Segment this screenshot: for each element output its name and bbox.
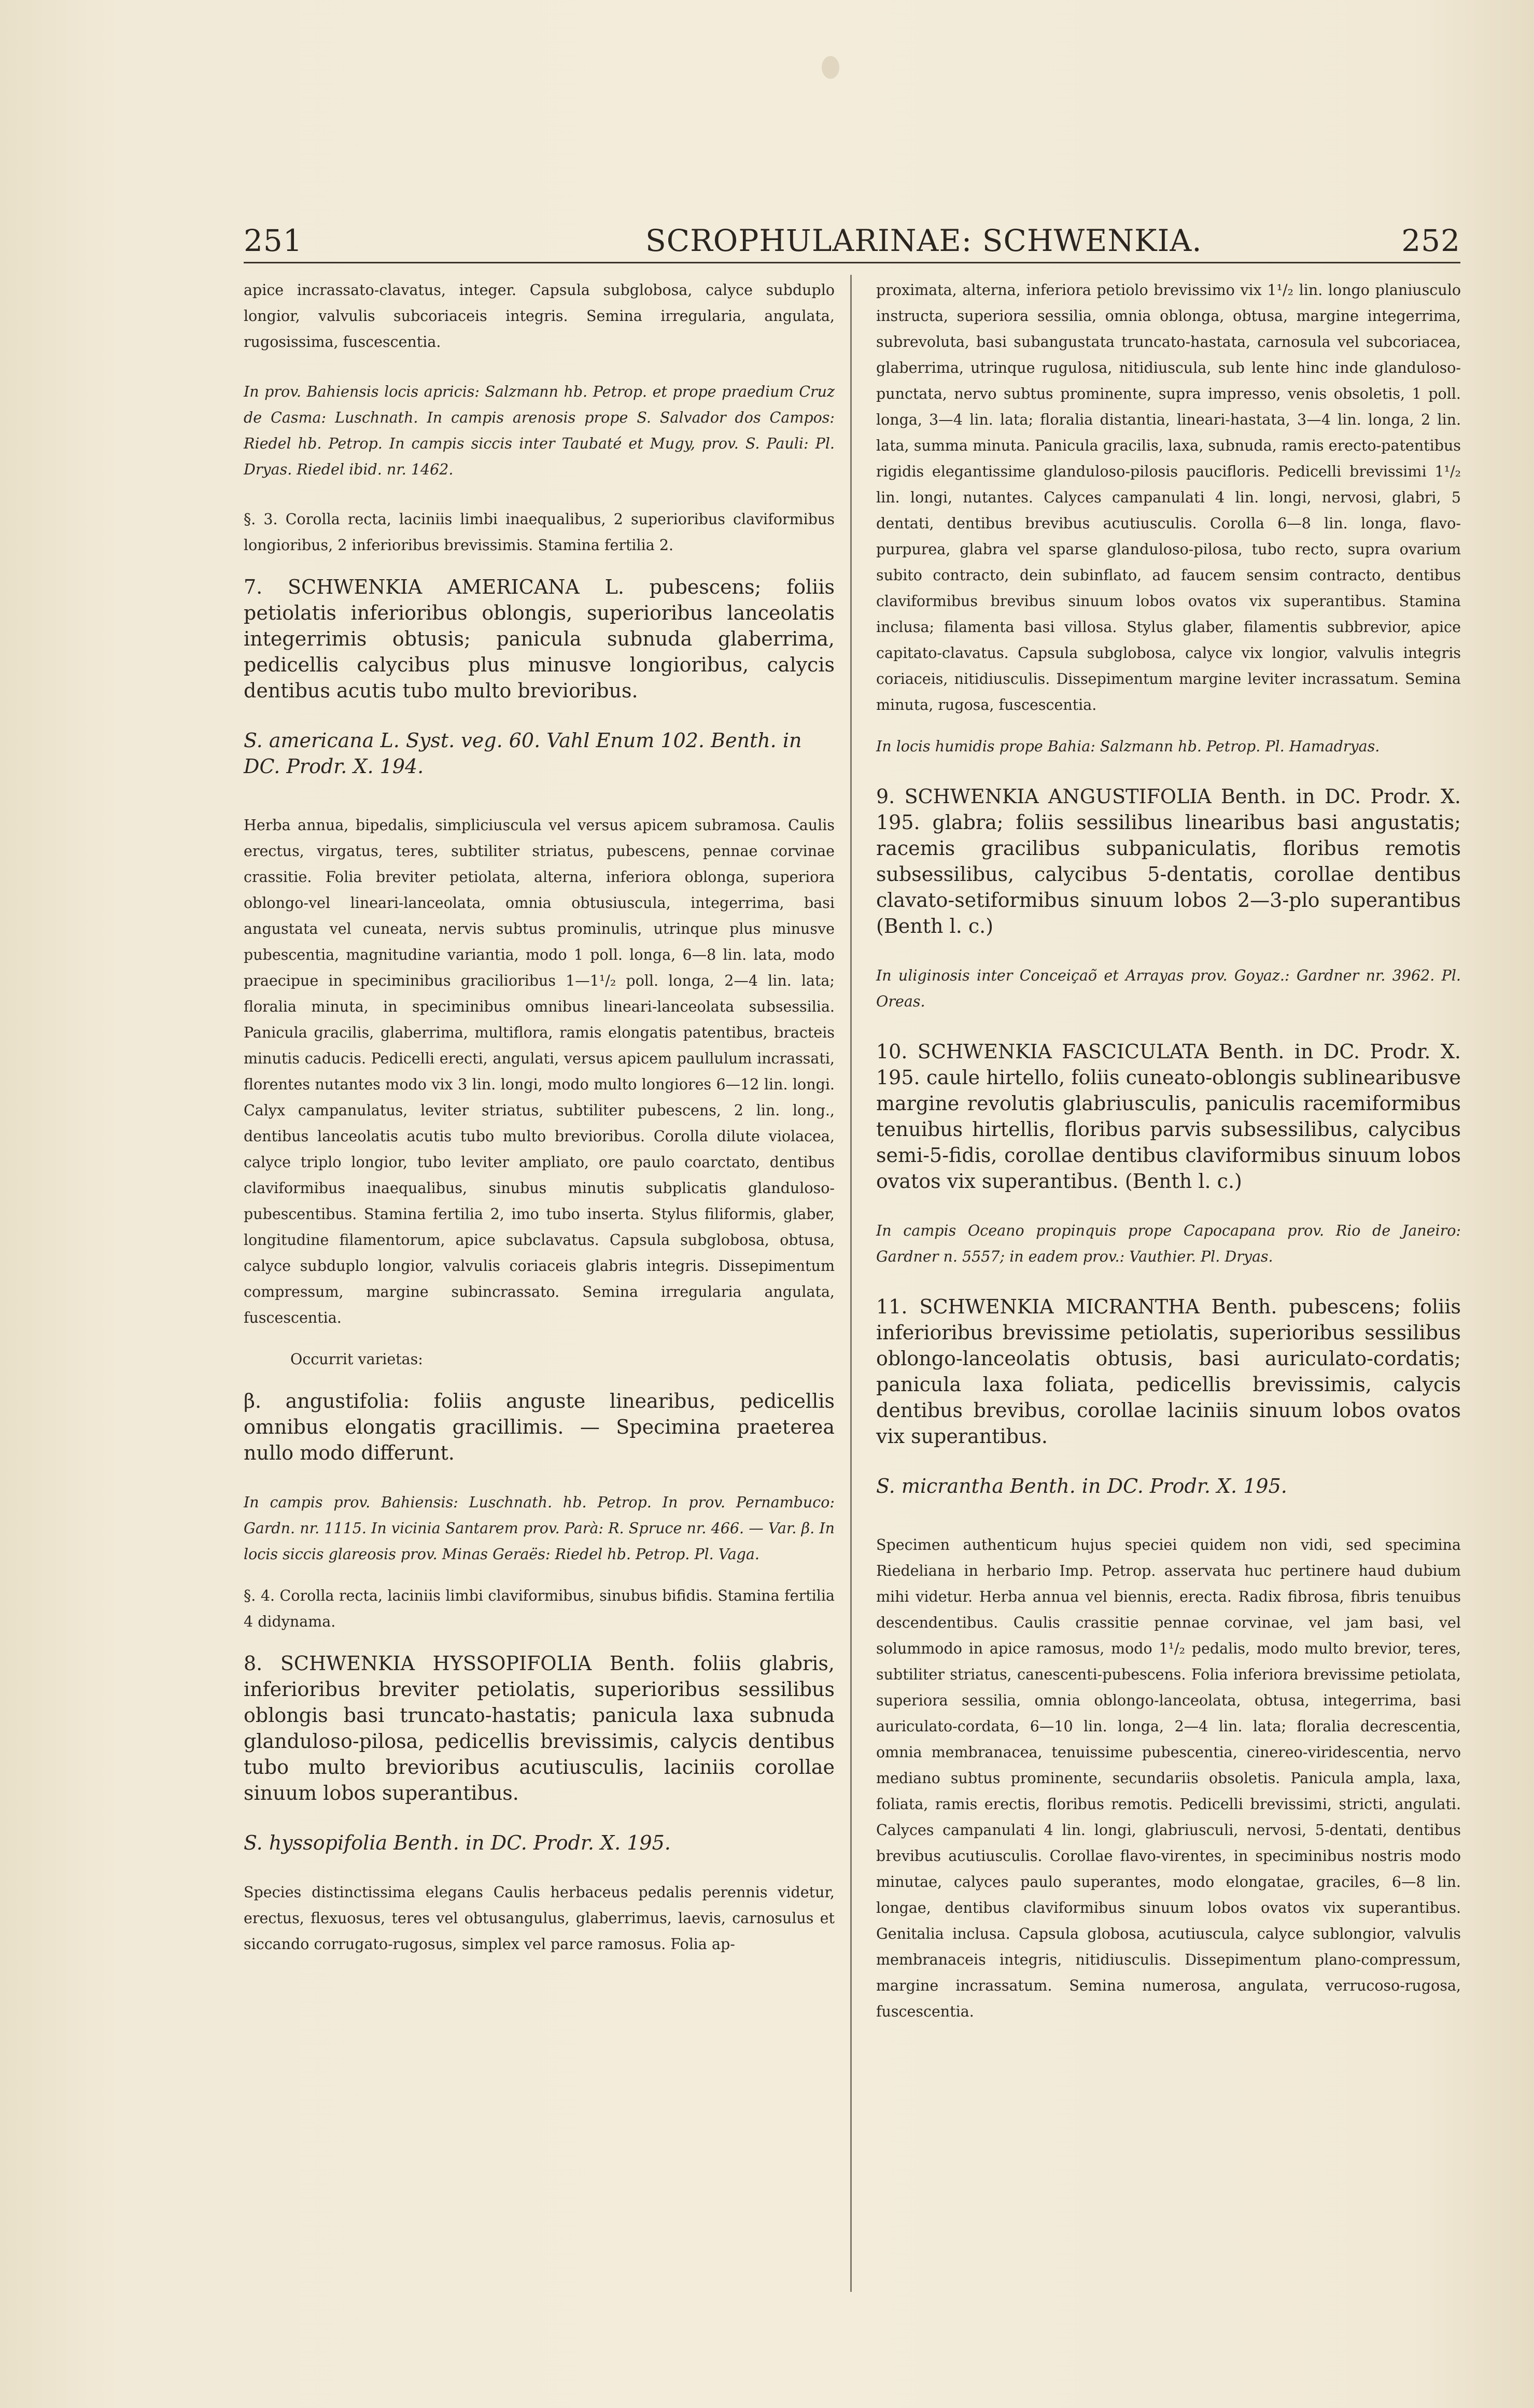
- species-11-synonymy: S. micrantha Benth. in DC. Prodr. X. 195.: [876, 1475, 1287, 1497]
- species-8-description-continued: proximata, alterna, inferiora petiolo brevissimo vix 1¹/₂ lin. longo planiusculo instructa, superiora sessilia, omnia oblonga, obtusa, margine integerrima, subrevoluta, basi subangustata truncato-hastata, carnosula vel subcoriacea, glaberrima, utrinque rugulosa, nitidiuscula, sub lente hinc inde glanduloso-punctata, nervo subtus prominente, supra impresso, venis obsoletis, 1 poll. longa, 3—4 lin. lata; floralia distantia, lineari-hastata, 3—4 lin. longa, 2 lin. lata, summa minuta. Panicula gracilis, laxa, subnuda, ramis erecto-patentibus rigidis elegantissime glanduloso-pilosis paucifloris. Pedicelli brevissimi 1¹/₂ lin. longi, nutantes. Calyces campanulati 4 lin. longi, nervosi, glabri, 5 dentati, dentibus brevibus acutiusculis. Corolla 6—8 lin. longa, flavo-purpurea, glabra vel sparse glanduloso-pilosa, tubo recto, supra ovarium subito contracto, dein subinflato, ad faucem sensim contracto, dentibus claviformibus brevibus sinuum lobos ovatos vix superantibus. Stamina inclusa; filamenta basi villosa. Stylus glaber, filamentis subbrevior, apice capitato-clavatus. Capsula subglobosa, calyce vix longior, valvulis integris coriaceis, nitidiusculis. Dissepimentum margine leviter incrassatum. Semina minuta, rugosa, fuscescentia.: [876, 282, 1461, 713]
- paragraph-continuation: apice incrassato-clavatus, integer. Capsula subglobosa, calyce subduplo longior, valvulis subcoriaceis integris. Semina irregularia, angulata, rugosissima, fuscescentia.: [244, 282, 835, 351]
- paper-stain: [822, 56, 839, 79]
- species-8-diagnosis: 8. SCHWENKIA HYSSOPIFOLIA Benth. foliis glabris, inferioribus breviter petiolatis, superioribus sessilibus oblongis basi truncato-hastatis; panicula laxa subnuda glanduloso-pilosa, pedicellis brevissimis, calycis dentibus tubo multo brevioribus acutiusculis, laciniis corollae sinuum lobos superantibus.: [244, 1652, 835, 1804]
- species-11-description: Specimen authenticum hujus speciei quidem non vidi, sed specimina Riedeliana in herbario Imp. Petrop. asservata huc pertinere haud dubium mihi videtur. Herba annua vel biennis, erecta. Radix fibrosa, fibris tenuibus descendentibus. Caulis crassitie pennae corvinae, vel jam basi, vel solummodo in apice ramosus, modo 1¹/₂ pedalis, modo multo brevior, teres, subtiliter striatus, canescenti-pubescens. Folia inferiora brevissime petiolata, superiora sessilia, omnia oblongo-lanceolata, obtusa, integerrima, basi auriculato-cordata, 6—10 lin. longa, 2—4 lin. lata; floralia decrescentia, omnia membranacea, tenuissime pubescentia, cinereo-viridescentia, nervo mediano subtus prominente, secundariis obsoletis. Panicula ampla, laxa, foliata, ramis erectis, floribus remotis. Pedicelli brevissimi, stricti, angulati. Calyces campanulati 4 lin. longi, glabriusculi, nervosi, 5-dentati, dentibus brevibus acutiusculis. Corollae flavo-virentes, in speciminibus nostris modo minutae, calyces paulo superantes, modo elongatae, graciles, 6—8 lin. longae, dentibus claviformibus sinuum lobos ovatos vix superantibus. Genitalia inclusa. Capsula globosa, acutiuscula, calyce sublongior, valvulis membranaceis integris, nitidiusculis. Dissepimentum plano-compressum, margine incrassatum. Semina numerosa, angulata, verrucoso-rugosa, fuscescentia.: [876, 1536, 1461, 2020]
- section-heading-4: §. 4. Corolla recta, laciniis limbi claviformibus, sinubus bifidis. Stamina fertilia 4 didynama.: [244, 1587, 835, 1630]
- species-11-diagnosis: 11. SCHWENKIA MICRANTHA Benth. pubescens; foliis inferioribus brevissime petiolatis, superioribus sessilibus oblongo-lanceolatis obtusis, basi auriculato-cordatis; panicula laxa foliata, pedicellis brevissimis, calycis dentibus brevibus, corollae laciniis sinuum lobos ovatos vix superantibus.: [876, 1295, 1461, 1448]
- page-number-right: 252: [1401, 223, 1460, 258]
- column-separator: [850, 275, 852, 2292]
- locality-citation: In uliginosis inter Conceiçaõ et Arrayas prov. Goyaz.: Gardner nr. 3962. Pl. Oreas.: [876, 967, 1461, 1010]
- species-7-description: Herba annua, bipedalis, simpliciuscula vel versus apicem subramosa. Caulis erectus, virgatus, teres, subtiliter striatus, pubescens, pennae corvinae crassitie. Folia breviter petiolata, alterna, inferiora oblonga, superiora oblongo-vel lineari-lanceolata, omnia obtusiuscula, integerrima, basi angustata vel cuneata, nervis subtus prominulis, utrinque plus minusve pubescentia, magnitudine variantia, modo 1 poll. longa, 6—8 lin. lata, modo praecipue in speciminibus gracilioribus 1—1¹/₂ poll. longa, 2—4 lin. lata; floralia minuta, in speciminibus omnibus lineari-lanceolata subsessilia. Panicula gracilis, glaberrima, multiflora, ramis elongatis patentibus, bracteis minutis caducis. Pedicelli erecti, angulati, versus apicem paullulum incrassati, florentes nutantes modo vix 3 lin. longi, modo multo longiores 6—12 lin. longi. Calyx campanulatus, leviter striatus, subtiliter pubescens, 2 lin. long., dentibus lanceolatis acutis tubo multo brevioribus. Corolla dilute violacea, calyce triplo longior, tubo leviter ampliato, ore paulo coarctato, dentibus claviformibus inaequalibus, sinubus minutis subplicatis glanduloso-pubescentibus. Stamina fertilia 2, imo tubo inserta. Stylus filiformis, glaber, longitudine filamentorum, apice subclavatus. Capsula subglobosa, obtusa, calyce subduplo longior, valvulis coriaceis glabris integris. Dissepimentum compressum, margine subincrassato. Semina irregularia angulata, fuscescentia.: [244, 817, 835, 1326]
- variety-intro: Occurrit varietas:: [290, 1351, 423, 1368]
- locality-citation: In prov. Bahiensis locis apricis: Salzmann hb. Petrop. et prope praedium Cruz de Casma: Luschnath. In campis arenosis prope S. Salvador dos Campos: Riedel hb. Petrop. In campis siccis inter Taubaté et Mugy, prov. S. Pauli: Pl. Dryas. Riedel ibid. nr. 1462.: [244, 383, 835, 478]
- locality-citation: In campis Oceano propinquis prope Capocapana prov. Rio de Janeiro: Gardner n. 5557; in eadem prov.: Vauthier. Pl. Dryas.: [876, 1222, 1461, 1265]
- page-number-left: 251: [244, 223, 303, 258]
- section-heading-3: §. 3. Corolla recta, laciniis limbi inaequalibus, 2 superioribus claviformibus longioribus, 2 inferioribus brevissimis. Stamina fertilia 2.: [244, 511, 835, 554]
- locality-citation: In campis prov. Bahiensis: Luschnath. hb. Petrop. In prov. Pernambuco: Gardn. nr. 1115. In vicinia Santarem prov. Parà: R. Spruce nr. 466. — Var. β. In locis siccis glareosis prov. Minas Geraës: Riedel hb. Petrop. Pl. Vaga.: [244, 1494, 835, 1563]
- running-title: SCROPHULARINAE: SCHWENKIA.: [645, 223, 1202, 258]
- locality-citation: In locis humidis prope Bahia: Salzmann hb. Petrop. Pl. Hamadryas.: [876, 738, 1380, 755]
- species-9-diagnosis: 9. SCHWENKIA ANGUSTIFOLIA Benth. in DC. Prodr. X. 195. glabra; foliis sessilibus linearibus basi angustatis; racemis gracilibus subpaniculatis, floribus remotis subsessilibus, calycibus 5-dentatis, corollae dentibus clavato-setiformibus sinuum lobos 2—3-plo superantibus (Benth l. c.): [876, 785, 1461, 937]
- left-column: [244, 277, 835, 1957]
- species-8-description: Species distinctissima elegans Caulis herbaceus pedalis perennis videtur, erectus, flexuosus, teres vel obtusangulus, glaberrimus, laevis, carnosulus et siccando corrugato-rugosus, simplex vel parce ramosus. Folia ap-: [244, 1884, 835, 1953]
- species-7-diagnosis: 7. SCHWENKIA AMERICANA L. pubescens; foliis petiolatis inferioribus oblongis, superioribus lanceolatis integerrimis obtusis; panicula subnuda glaberrima, pedicellis calycibus plus minusve longioribus, calycis dentibus acutis tubo multo brevioribus.: [244, 576, 835, 702]
- species-7-synonymy: S. americana L. Syst. veg. 60. Vahl Enum 102. Benth. in DC. Prodr. X. 194.: [244, 729, 802, 778]
- species-8-synonymy: S. hyssopifolia Benth. in DC. Prodr. X. 195.: [244, 1831, 671, 1854]
- species-10-diagnosis: 10. SCHWENKIA FASCICULATA Benth. in DC. Prodr. X. 195. caule hirtello, foliis cuneato-oblongis sublinearibusve margine revolutis glabriusculis, paniculis racemiformibus tenuibus hirtellis, floribus parvis subsessilibus, calycibus semi-5-fidis, corollae dentibus claviformibus sinuum lobos ovatos vix superantibus. (Benth l. c.): [876, 1040, 1461, 1193]
- header-rule: [244, 262, 1460, 263]
- variety-beta: β. angustifolia: foliis anguste linearibus, pedicellis omnibus elongatis gracillimis. — Specimina praeterea nullo modo differunt.: [244, 1390, 835, 1464]
- right-column: [876, 277, 1461, 2025]
